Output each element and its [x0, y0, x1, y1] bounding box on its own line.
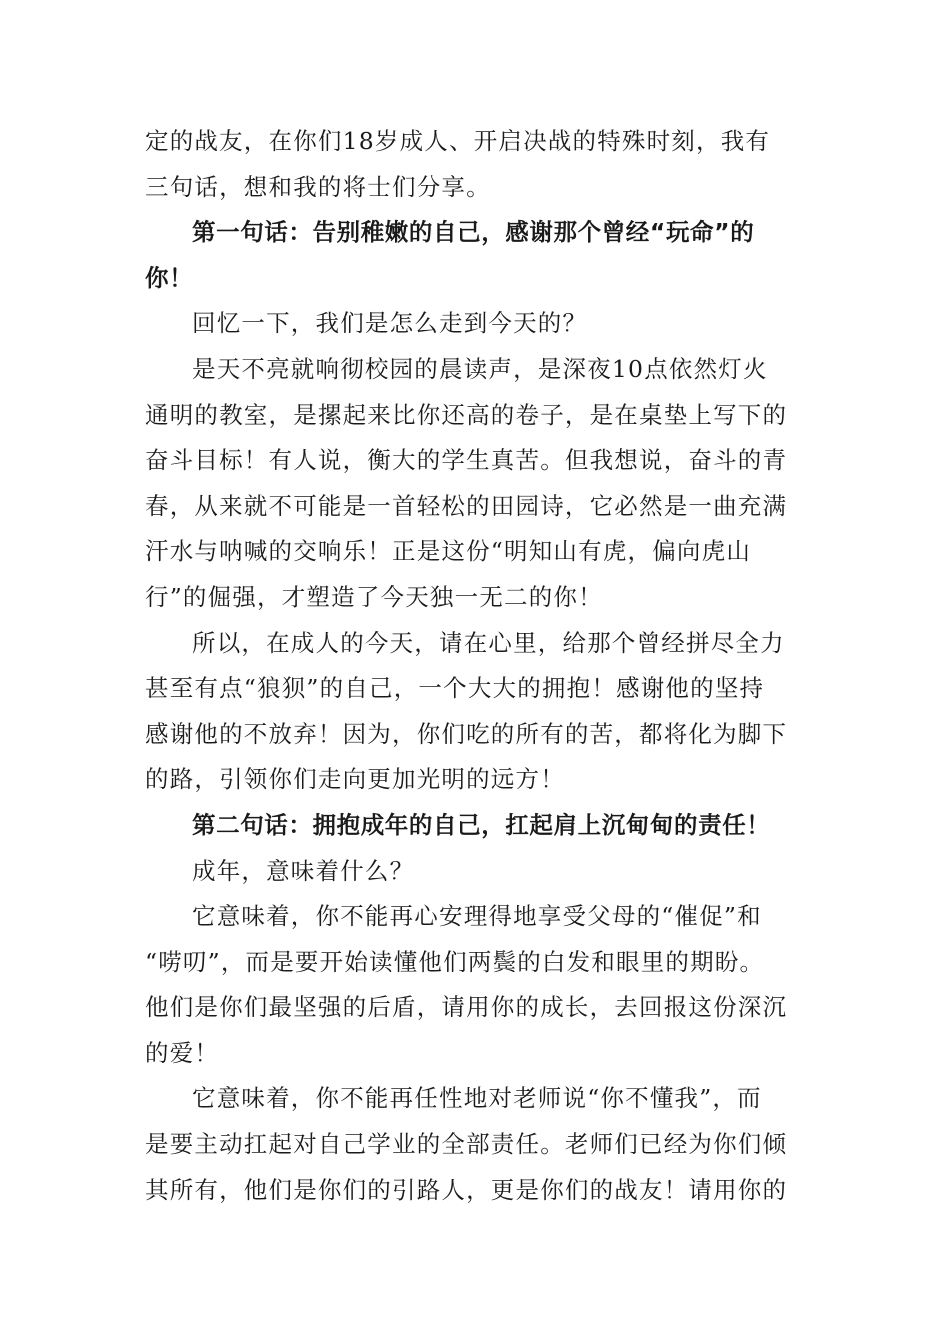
text-line: 行”的倔强，才塑造了今天独一无二的你！: [145, 582, 603, 611]
text-line: 通明的教室，是摞起来比你还高的卷子，是在桌垫上写下的: [145, 400, 788, 429]
text-line: 汗水与呐喊的交响乐！正是这份“明知山有虎，偏向虎山: [145, 537, 752, 566]
paragraph-adulthood-question: [145, 849, 810, 895]
paragraph-parents: [145, 894, 810, 1076]
text-line: 春，从来就不可能是一首轻松的田园诗，它必然是一曲充满: [145, 491, 788, 520]
heading-line: 你！: [145, 263, 194, 292]
text-line: “唠叨”，而是要开始读懂他们两鬓的白发和眼里的期盼。: [145, 947, 765, 976]
text-line: 奋斗目标！有人说，衡大的学生真苦。但我想说，奋斗的青: [145, 446, 788, 475]
text-line: 的爱！: [145, 1038, 220, 1067]
heading-first-sentence: [145, 210, 810, 301]
paragraph-morning-reading: [145, 347, 810, 621]
text-line: 三句话，想和我的将士们分享。: [145, 172, 491, 201]
text-line: 它意味着，你不能再心安理得地享受父母的“催促”和: [192, 902, 762, 931]
text-line: 是要主动扛起对自己学业的全部责任。老师们已经为你们倾: [145, 1130, 788, 1159]
text-line: 其所有，他们是你们的引路人，更是你们的战友！请用你的: [145, 1175, 788, 1204]
paragraph-opening-continued: [145, 119, 810, 210]
text-line: 甚至有点“狼狈”的自己，一个大大的拥抱！感谢他的坚持: [145, 674, 765, 703]
paragraph-recall: [145, 301, 810, 347]
heading-line: 第二句话：拥抱成年的自己，扛起肩上沉甸甸的责任！: [192, 810, 771, 839]
document-body: [145, 119, 810, 1213]
heading-second-sentence: [145, 803, 810, 849]
heading-line: 第一句话：告别稚嫩的自己，感谢那个曾经“玩命”的: [192, 218, 755, 247]
text-line: 定的战友，在你们18岁成人、开启决战的特殊时刻，我有: [145, 127, 771, 155]
text-line: 所以，在成人的今天，请在心里，给那个曾经拼尽全力: [192, 628, 785, 657]
text-line: 的路，引领你们走向更加光明的远方！: [145, 765, 565, 794]
paragraph-embrace-self: [145, 621, 810, 803]
paragraph-teachers: [145, 1076, 810, 1213]
text-line: 它意味着，你不能再任性地对老师说“你不懂我”，而: [192, 1084, 762, 1113]
text-line: 回忆一下，我们是怎么走到今天的？: [192, 309, 588, 338]
text-line: 成年，意味着什么？: [192, 856, 415, 885]
text-line: 是天不亮就响彻校园的晨读声，是深夜10点依然灯火: [192, 354, 768, 383]
text-line: 他们是你们最坚强的后盾，请用你的成长，去回报这份深沉: [145, 993, 788, 1022]
text-line: 感谢他的不放弃！因为，你们吃的所有的苦，都将化为脚下: [145, 719, 788, 748]
